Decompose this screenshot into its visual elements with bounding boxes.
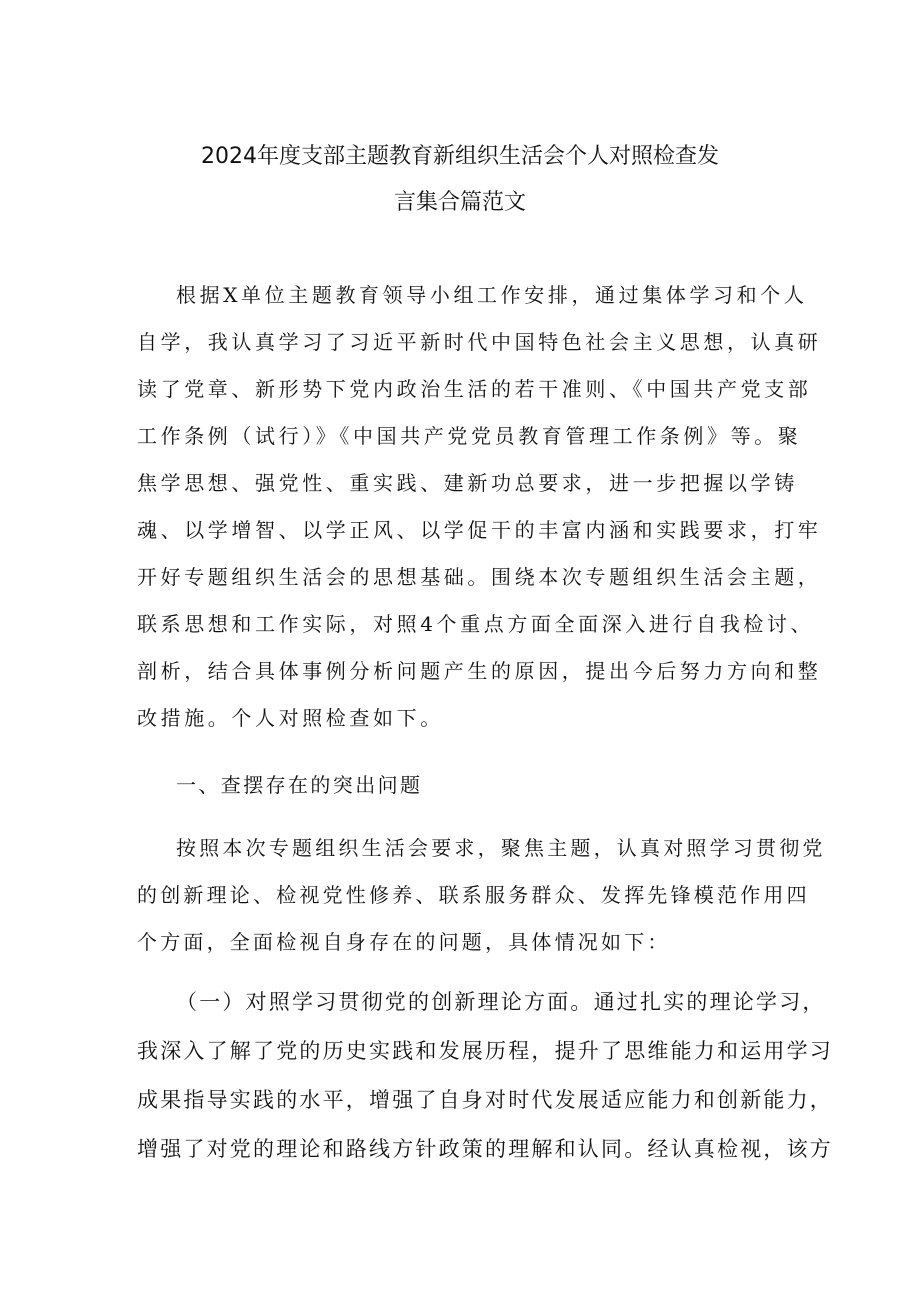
paragraph-1-line: 读了党章、新形势下党内政治生活的若干准则、《中国共产党支部 [137,377,812,401]
paragraph-1-line: 自学，我认真学习了习近平新时代中国特色社会主义思想，认真研 [137,330,822,354]
paragraph-1-line: 工作条例（试行）》《中国共产党党员教育管理工作条例》等。聚 [137,424,802,448]
section-heading: 一、查摆存在的突出问题 [176,773,423,797]
paragraph-2-line: 个方面，全面检视自身存在的问题，具体情况如下： [137,930,671,954]
paragraph-1-line: 根据X单位主题教育领导小组工作安排，通过集体学习和个人 [176,283,808,307]
paragraph-2-line: 的创新理论、检视党性修养、联系服务群众、发挥先锋模范作用四 [137,883,810,907]
paragraph-1-line: 剖析，结合具体事例分析问题产生的原因，提出今后努力方向和整 [137,659,822,683]
paragraph-3-line: 成果指导实践的水平，增强了自身对时代发展适应能力和创新能力， [137,1088,833,1112]
paragraph-1-line: 改措施。个人对照检查如下。 [137,706,444,730]
document-title-line-2: 言集合篇范文 [393,190,526,215]
paragraph-3-line: （一）对照学习贯彻党的创新理论方面。通过扎实的理论学习， [176,990,826,1014]
paragraph-1-line: 开好专题组织生活会的思想基础。围绕本次专题组织生活会主题， [137,565,822,589]
paragraph-1-line: 联系思想和工作实际，对照4个重点方面全面深入进行自我检讨、 [137,612,815,636]
paragraph-3-line: 我深入了解了党的历史实践和发展历程，提升了思维能力和运用学习 [137,1039,833,1063]
paragraph-3-line: 增强了对党的理论和路线方针政策的理解和认同。经认真检视，该方 [137,1137,833,1161]
paragraph-2-line: 按照本次专题组织生活会要求，聚焦主题，认真对照学习贯彻党 [176,836,826,860]
paragraph-1-line: 魂、以学增智、以学正风、以学促干的丰富内涵和实践要求，打牢 [137,518,822,542]
document-title-line-1: 2024年度支部主题教育新组织生活会个人对照检查发 [201,144,719,169]
paragraph-1-line: 焦学思想、强党性、重实践、建新功总要求，进一步把握以学铸 [137,471,798,495]
